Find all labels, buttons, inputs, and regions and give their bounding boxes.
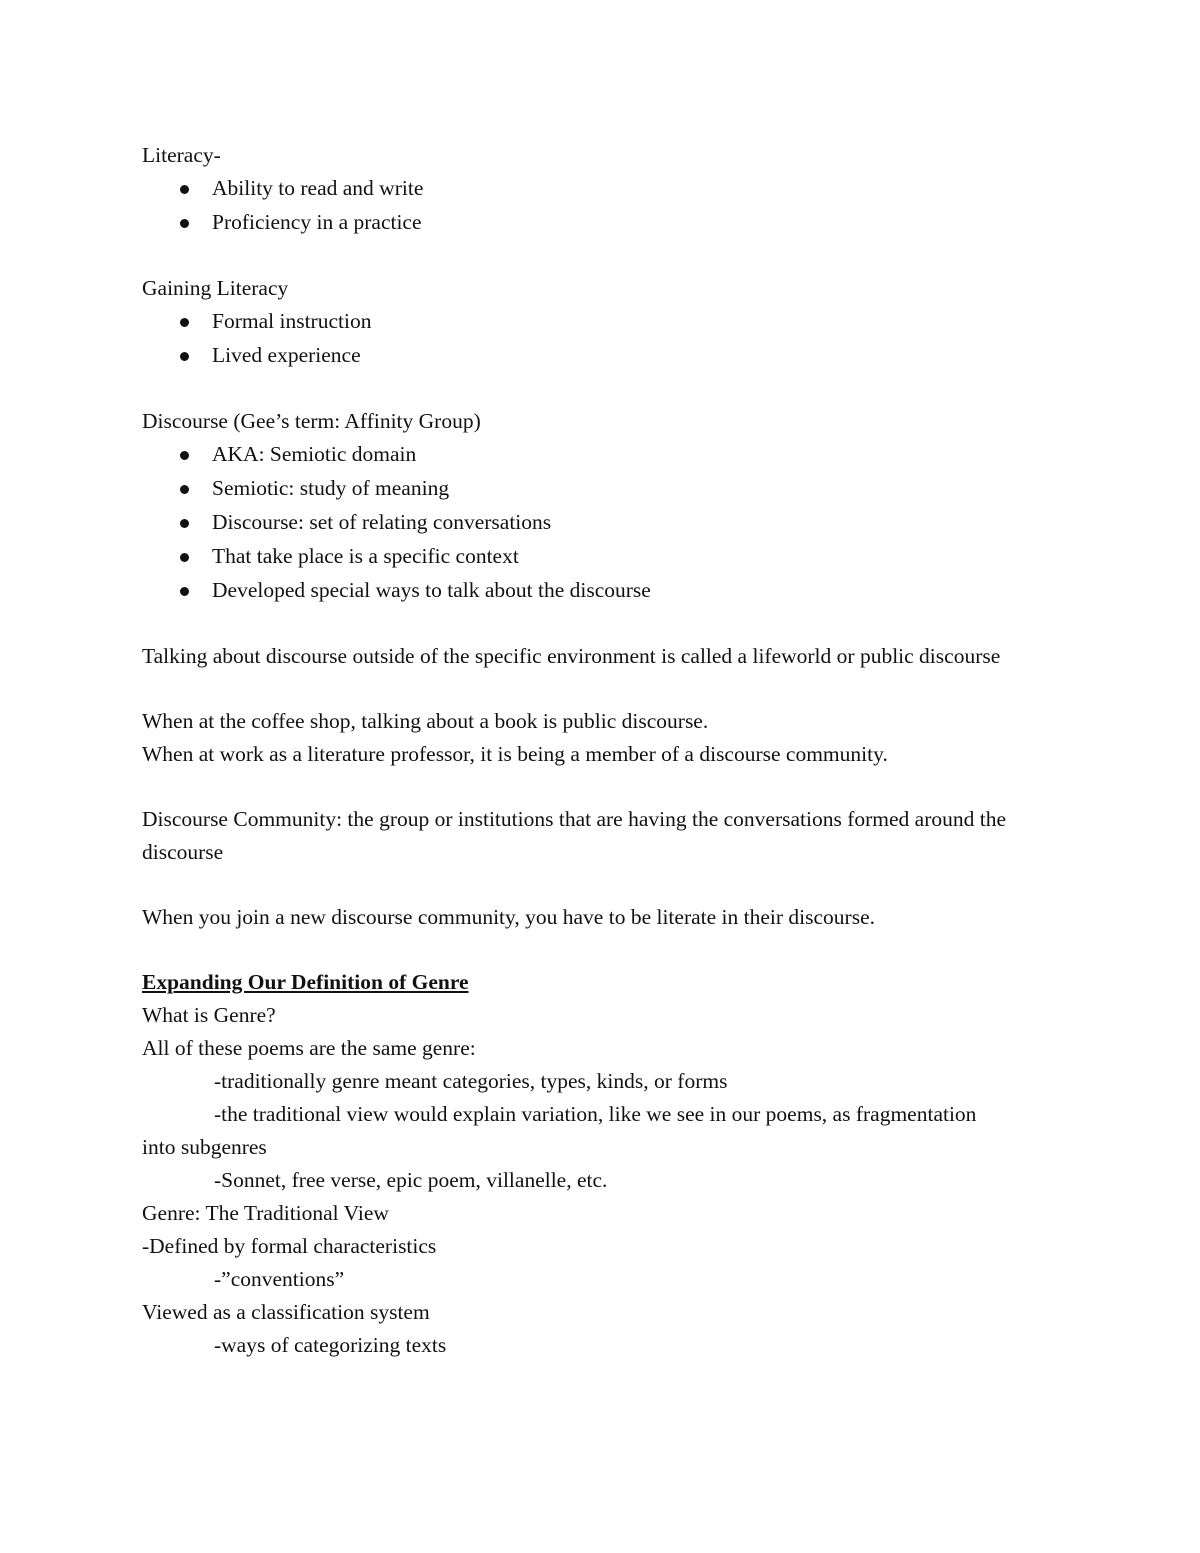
discourse-list	[142, 438, 1062, 608]
traditional-view-explain-line: -the traditional view would explain variation, like we see in our poems, as fragmentation	[214, 1102, 977, 1126]
list-item	[142, 472, 1062, 506]
gaining-literacy-title: Gaining Literacy	[142, 276, 289, 300]
list-item	[142, 339, 1062, 373]
document-body	[142, 139, 1062, 1362]
bullet-icon	[180, 553, 189, 562]
list-item-text: Proficiency in a practice	[212, 210, 422, 234]
ways-line: -ways of categorizing texts	[214, 1333, 447, 1357]
discourse-title: Discourse (Gee’s term: Affinity Group)	[142, 409, 481, 433]
traditional-view-title: Genre: The Traditional View	[142, 1201, 389, 1225]
list-item	[142, 305, 1062, 339]
bullet-icon	[180, 352, 189, 361]
list-item	[142, 540, 1062, 574]
traditionally-line: -traditionally genre meant categories, types, kinds, or forms	[214, 1069, 728, 1093]
bullet-icon	[180, 485, 189, 494]
same-genre-line: All of these poems are the same genre:	[142, 1036, 476, 1060]
bullet-icon	[180, 587, 189, 596]
sonnet-line: -Sonnet, free verse, epic poem, villanelle, etc.	[214, 1168, 608, 1192]
defined-by-line: -Defined by formal characteristics	[142, 1234, 437, 1258]
list-item-text: Lived experience	[212, 343, 361, 367]
literacy-title: Literacy-	[142, 143, 221, 167]
list-item	[142, 206, 1062, 240]
work-paragraph: When at work as a literature professor, it is being a member of a discourse community.	[142, 742, 888, 766]
list-item	[142, 172, 1062, 206]
conventions-line: -”conventions”	[214, 1267, 345, 1291]
bullet-icon	[180, 318, 189, 327]
gaining-literacy-list	[142, 305, 1062, 373]
join-community-paragraph: When you join a new discourse community, you have to be literate in their discourse.	[142, 905, 875, 929]
bullet-icon	[180, 219, 189, 228]
bullet-icon	[180, 519, 189, 528]
bullet-icon	[180, 185, 189, 194]
coffee-shop-paragraph: When at the coffee shop, talking about a book is public discourse.	[142, 709, 709, 733]
list-item	[142, 438, 1062, 472]
list-item-text: Developed special ways to talk about the discourse	[212, 578, 651, 602]
list-item	[142, 506, 1062, 540]
classification-line: Viewed as a classification system	[142, 1300, 430, 1324]
list-item-text: Ability to read and write	[212, 176, 424, 200]
genre-heading: Expanding Our Definition of Genre	[142, 970, 469, 994]
into-subgenres-line: into subgenres	[142, 1135, 267, 1159]
list-item-text: Discourse: set of relating conversations	[212, 510, 552, 534]
list-item-text: Formal instruction	[212, 309, 372, 333]
literacy-list	[142, 172, 1062, 240]
what-is-genre: What is Genre?	[142, 1003, 276, 1027]
list-item-text: That take place is a specific context	[212, 544, 519, 568]
discourse-community-paragraph: Discourse Community: the group or institutions that are having the conversations formed around the discourse	[142, 807, 1007, 864]
list-item-text: Semiotic: study of meaning	[212, 476, 450, 500]
list-item	[142, 574, 1062, 608]
lifeworld-paragraph: Talking about discourse outside of the specific environment is called a lifeworld or public discourse	[142, 644, 1001, 668]
list-item-text: AKA: Semiotic domain	[212, 442, 417, 466]
bullet-icon	[180, 451, 189, 460]
